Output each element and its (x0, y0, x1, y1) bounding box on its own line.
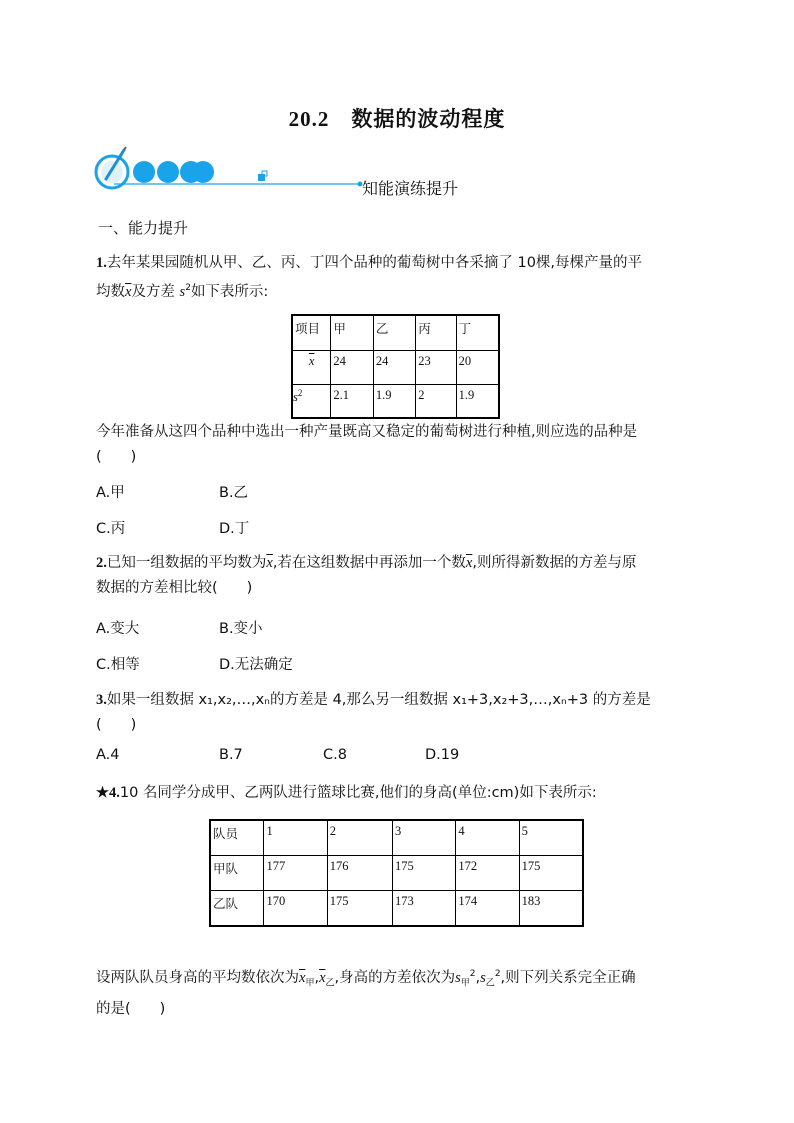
table-cell: 175 (519, 855, 583, 890)
table-cell: 175 (393, 855, 456, 890)
q4-after-text (96, 962, 698, 1022)
table-cell: 甲队 (210, 855, 264, 890)
q1-text-part: 均数 (96, 283, 125, 300)
table-cell: 4 (456, 820, 519, 855)
q2-option-c: C.相等 (96, 657, 140, 673)
q4-text-part: ,则下列关系完全正确 (500, 969, 636, 986)
q3-option-c: C.8 (323, 747, 347, 763)
table-cell: 1.9 (456, 384, 499, 418)
q3-text: 如果一组数据 x₁,x₂,…,xₙ的方差是 4,那么另一组数据 x₁+3,x₂+3,…,xₙ+3 的方差是 (106, 692, 651, 708)
q1-answer-paren: ( ) (96, 449, 137, 465)
banner-decoration (94, 146, 374, 196)
table-cell: 170 (264, 890, 327, 926)
section-heading: 一、能力提升 (98, 219, 189, 237)
q1-variance-symbol: s (179, 283, 186, 300)
section-number: 20.2 (288, 107, 330, 131)
q4-text-line2: 的是( ) (96, 1000, 166, 1017)
q4-variance-symbol: s (455, 969, 461, 986)
q1-text-part: 如下表所示: (190, 283, 269, 300)
table-cell: 乙队 (210, 890, 264, 926)
dot-4-icon (192, 161, 214, 183)
table-cell-sup: 2 (297, 387, 303, 398)
section-title: 数据的波动程度 (351, 107, 506, 131)
q2-option-a: A.变大 (96, 621, 140, 637)
table-cell: 丁 (456, 315, 499, 350)
table-cell: 2 (416, 384, 456, 418)
table-cell: 项目 (292, 315, 331, 350)
q1-table (291, 314, 500, 419)
q1-after-line: 今年准备从这四个品种中选出一种产量既高又稳定的葡萄树进行种植,则应选的品种是 (96, 424, 638, 440)
q3-option-b: B.7 (219, 747, 243, 763)
q1-option-b: B.乙 (219, 485, 249, 501)
q1-mean-symbol: $\overline{x}$ (125, 283, 132, 300)
table-cell: 乙 (373, 315, 415, 350)
question-3 (96, 688, 698, 738)
q2-text-part: 已知一组数据的平均数为 (106, 555, 267, 571)
q3-number: 3. (96, 692, 107, 708)
q4-text: 10 名同学分成甲、乙两队进行篮球比赛,他们的身高(单位:cm)如下表所示: (119, 785, 597, 801)
q4-text-part: , (314, 969, 320, 986)
table-cell: 1.9 (373, 384, 415, 418)
question-4 (96, 781, 698, 806)
q1-text-part: 及方差 (131, 283, 180, 300)
q4-sub: 甲 (460, 978, 470, 989)
q1-variance-sup: 2 (185, 283, 191, 293)
table-cell: 176 (327, 855, 392, 890)
table-cell: 172 (456, 855, 519, 890)
q1-option-d: D.丁 (219, 521, 250, 537)
q1-number: 1. (96, 255, 107, 271)
table-cell: 173 (393, 890, 456, 926)
page-title (0, 103, 794, 133)
table-cell: 24 (373, 350, 415, 384)
table-cell: $\overline{x}$ (308, 353, 315, 368)
table-cell: 20 (456, 350, 499, 384)
table-cell: 3 (393, 820, 456, 855)
q1-option-c: C.丙 (96, 521, 126, 537)
q2-number: 2. (96, 555, 107, 571)
q4-sup: 2 (494, 969, 501, 979)
table-cell: 5 (519, 820, 583, 855)
q2-text-part: ,若在这组数据中再添加一个数 (272, 555, 466, 571)
q4-mean-symbol: $\overline{x}$ (319, 969, 326, 986)
q4-sub: 乙 (325, 978, 335, 989)
dot-2-icon (157, 161, 179, 183)
table-cell: 甲 (331, 315, 373, 350)
table-cell: 177 (264, 855, 327, 890)
table-cell: s (293, 389, 298, 404)
table-cell: 174 (456, 890, 519, 926)
q1-option-a: A.甲 (96, 485, 125, 501)
q2-option-d: D.无法确定 (219, 657, 293, 673)
q2-text-part: ,则所得新数据的方差与原 (472, 555, 637, 571)
q3-option-a: A.4 (96, 747, 120, 763)
q4-variance-symbol: s (480, 969, 486, 986)
q4-sup: 2 (469, 969, 476, 979)
q1-text-line1: 去年某果园随机从甲、乙、丙、丁四个品种的葡萄树中各采摘了 10棵,每棵产量的平 (106, 255, 643, 271)
table-cell: 丙 (416, 315, 456, 350)
table-cell: 2 (327, 820, 392, 855)
q4-text-part: ,身高的方差依次为 (334, 969, 456, 986)
q2-option-b: B.变小 (219, 621, 263, 637)
table-cell: 队员 (210, 820, 264, 855)
q2-mean-symbol: $\overline{x}$ (465, 555, 473, 571)
q4-sub: 甲 (305, 978, 315, 989)
dot-1-icon (133, 161, 155, 183)
table-cell: 24 (331, 350, 373, 384)
q4-mean-symbol: $\overline{x}$ (299, 969, 306, 986)
q3-option-d: D.19 (425, 747, 460, 763)
question-1 (96, 251, 698, 305)
table-cell: 2.1 (331, 384, 373, 418)
q4-sub: 乙 (485, 978, 495, 989)
banner-label: 知能演练提升 (362, 179, 459, 198)
q4-table (209, 819, 584, 927)
q4-number: ★4. (96, 785, 120, 801)
q4-text-part: 设两队队员身高的平均数依次为 (96, 969, 299, 986)
q3-answer-paren: ( ) (96, 717, 137, 733)
q2-mean-symbol: $\overline{x}$ (266, 555, 273, 571)
table-cell: 183 (519, 890, 583, 926)
question-2 (96, 551, 698, 601)
table-cell: 1 (264, 820, 327, 855)
table-cell: 23 (416, 350, 456, 384)
q4-text-part: , (475, 969, 481, 986)
table-cell: 175 (327, 890, 392, 926)
q2-text-line2: 数据的方差相比较( ) (96, 580, 253, 596)
q1-after-text (96, 420, 698, 470)
